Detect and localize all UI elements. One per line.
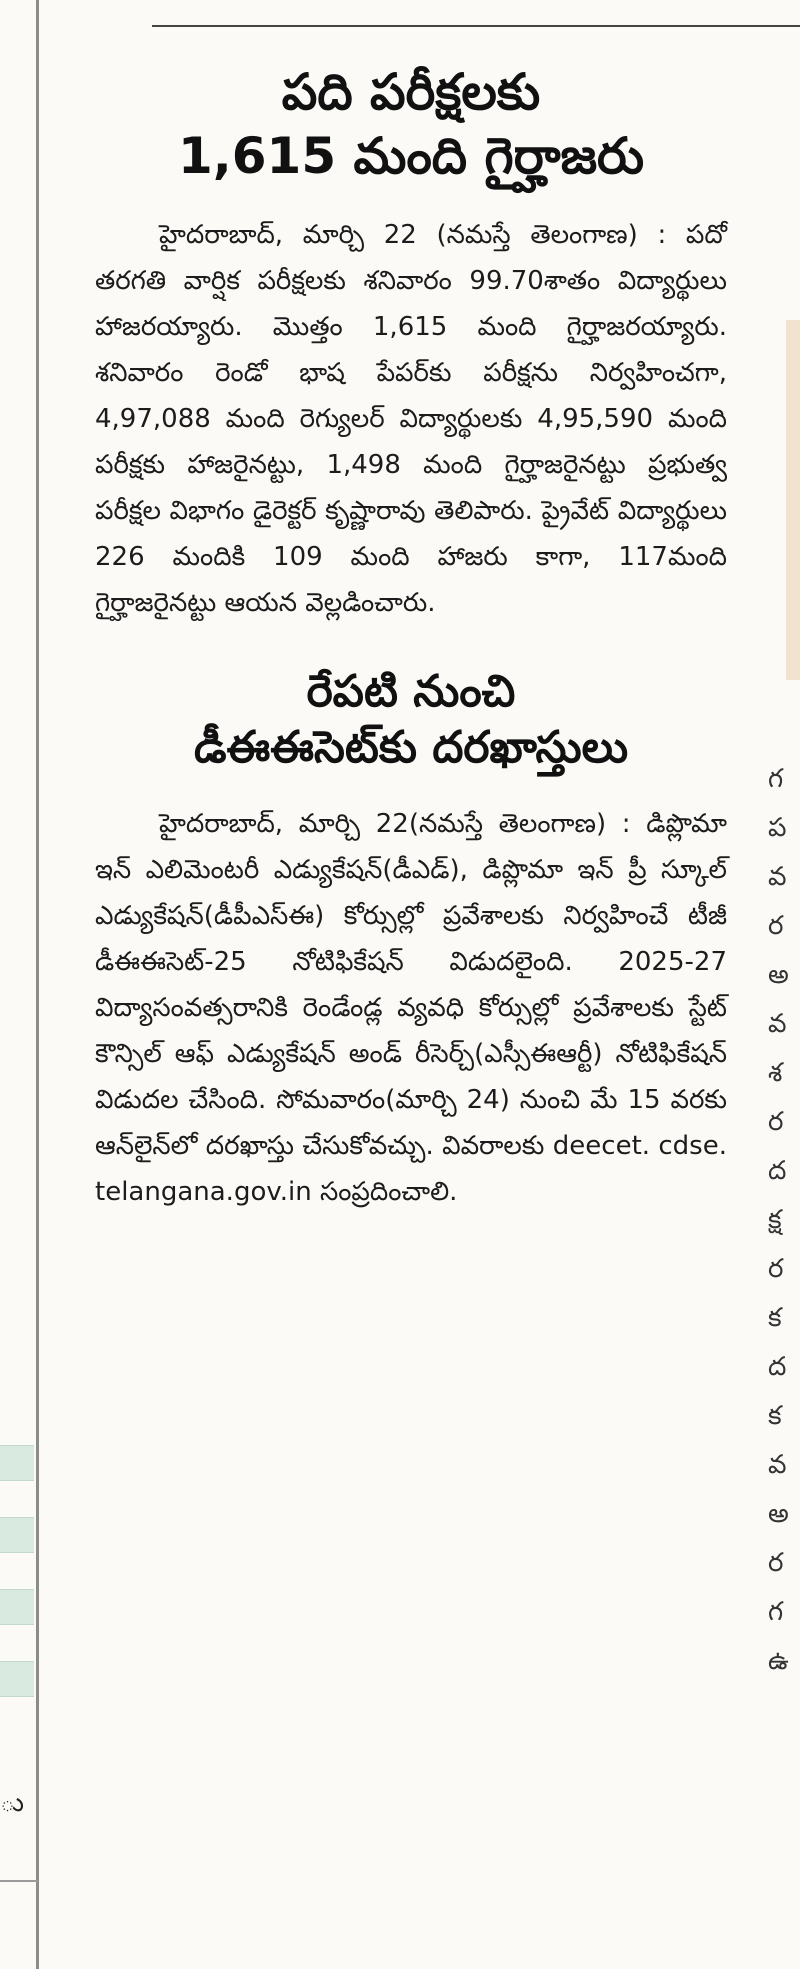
- adjacent-column-fragment: [768, 755, 800, 1686]
- fragment-char: ఉ: [768, 1646, 789, 1676]
- fragment-char: అ: [768, 1499, 789, 1529]
- news-column: [95, 60, 727, 1215]
- top-section-rule: [152, 25, 800, 27]
- fragment-char: ద: [768, 1352, 787, 1382]
- headline-line-1: రేపటి నుంచి: [306, 666, 516, 717]
- fragment-char: ర: [768, 1107, 784, 1137]
- fragment-char: క: [768, 1303, 782, 1333]
- adjacent-ad-strip: [786, 320, 800, 680]
- fragment-char: వ: [768, 862, 787, 892]
- left-column-text-fragment: ు: [0, 1788, 25, 1818]
- article-body: హైదరాబాద్‌, మార్చి 22 (నమస్తే తెలంగాణ) : పదో తరగతి వార్షిక పరీక్షలకు శనివారం 99.70శాతం విద్యార్థులు హాజరయ్యారు. మొత్తం 1,615 మంది గైర్హాజరయ్యారు. శనివారం రెండో భాష పేపర్‌కు పరీక్షను నిర్వహించగా, 4,97,088 మంది రెగ్యులర్‌ విద్యార్థులకు 4,95,590 మంది పరీక్షకు హాజరైనట్టు, 1,498 మంది గైర్హాజరైనట్టు ప్రభుత్వ పరీక్షల విభాగం డైరెక్టర్‌ కృష్ణారావు తెలిపారు. ప్రైవేట్‌ విద్యార్థులు 226 మందికి 109 మంది హాజరు కాగా, 117మంది గైర్హాజరైనట్టు ఆయన వెల్లడించారు.: [95, 220, 727, 618]
- left-column-table-fragment: [0, 1445, 34, 1733]
- left-column-divider: [36, 0, 39, 1969]
- left-bottom-rule: [0, 1880, 38, 1882]
- article-deecet-applications: [95, 664, 727, 1215]
- headline-line-2: 1,615 మంది గైర్హాజరు: [177, 127, 645, 185]
- fragment-char: శ: [768, 1058, 783, 1088]
- fragment-char: అ: [768, 960, 789, 990]
- fragment-char: ర: [768, 911, 784, 941]
- table-row-fragment: [0, 1517, 34, 1553]
- fragment-char: ప: [768, 813, 787, 843]
- article-body: హైదరాబాద్‌, మార్చి 22(నమస్తే తెలంగాణ) : డిప్లొమా ఇన్‌ ఎలిమెంటరీ ఎడ్యుకేషన్‌(డీఎడ్‌), డిప్లొమా ఇన్‌ ప్రీ స్కూల్‌ ఎడ్యుకేషన్‌(డీపీఎస్‌ఈ) కోర్సుల్లో ప్రవేశాలకు నిర్వహించే టీజీ డీఈఈసెట్‌-25 నోటిఫికేషన్‌ విడుదలైంది. 2025-27 విద్యాసంవత్సరానికి రెండేండ్ల వ్యవధి కోర్సుల్లో ప్రవేశాలకు స్టేట్‌ కౌన్సిల్‌ ఆఫ్‌ ఎడ్యుకేషన్‌ అండ్‌ రీసెర్చ్‌(ఎస్సీఈఆర్టీ) నోటిఫికేషన్‌ విడుదల చేసింది. సోమవారం(మార్చి 24) నుంచి మే 15 వరకు ఆన్‌లైన్‌లో దరఖాస్తు చేసుకోవచ్చు. వివరాలకు deecet. cdse. telangana.gov.in సంప్రదించాలి.: [95, 808, 727, 1207]
- fragment-char: క్ష: [768, 1205, 782, 1235]
- fragment-char: ద: [768, 1156, 787, 1186]
- article-exam-absentees: [95, 60, 727, 626]
- fragment-char: వ: [768, 1009, 787, 1039]
- table-row-fragment: [0, 1445, 34, 1481]
- fragment-char: గ: [768, 1597, 784, 1627]
- article-headline: [95, 60, 727, 188]
- headline-line-2: డీఈఈసెట్‌కు దరఖాస్తులు: [193, 722, 629, 774]
- fragment-char: ర: [768, 1254, 784, 1284]
- table-row-fragment: [0, 1589, 34, 1625]
- fragment-char: క: [768, 1401, 782, 1431]
- fragment-char: ర: [768, 1548, 784, 1578]
- article-headline: [95, 664, 727, 777]
- headline-line-1: పది పరీక్షలకు: [281, 63, 541, 121]
- fragment-char: గ: [768, 764, 784, 794]
- fragment-char: వ: [768, 1450, 787, 1480]
- table-row-fragment: [0, 1661, 34, 1697]
